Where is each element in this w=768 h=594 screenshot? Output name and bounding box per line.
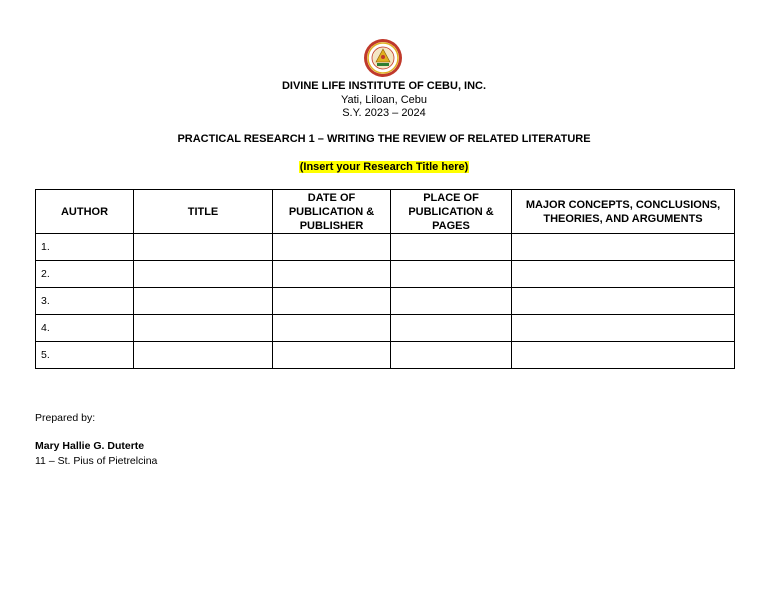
date-publisher-cell[interactable] — [273, 234, 391, 261]
author-cell[interactable]: 3. — [36, 288, 134, 315]
place-pages-cell[interactable] — [391, 234, 512, 261]
place-pages-cell[interactable] — [391, 261, 512, 288]
research-title-placeholder[interactable]: (Insert your Research Title here) — [299, 161, 469, 173]
subject-title: PRACTICAL RESEARCH 1 – WRITING THE REVIEW OF RELATED LITERATURE — [177, 133, 591, 145]
table-row — [36, 234, 735, 261]
column-header-major-concepts: MAJOR CONCEPTS, CONCLUSIONS, THEORIES, AND ARGUMENTS — [512, 190, 735, 234]
major-concepts-cell[interactable] — [512, 234, 735, 261]
major-concepts-cell[interactable] — [512, 342, 735, 369]
school-name: DIVINE LIFE INSTITUTE OF CEBU, INC. — [281, 80, 487, 92]
table-header-row — [36, 190, 735, 234]
column-header-date-publisher: DATE OF PUBLICATION & PUBLISHER — [273, 190, 391, 234]
review-literature-table — [35, 189, 735, 369]
place-pages-cell[interactable] — [391, 342, 512, 369]
title-cell[interactable] — [134, 261, 273, 288]
preparer-name: Mary Hallie G. Duterte — [35, 440, 145, 452]
table-row — [36, 342, 735, 369]
author-cell[interactable]: 2. — [36, 261, 134, 288]
date-publisher-cell[interactable] — [273, 342, 391, 369]
table-row — [36, 261, 735, 288]
title-cell[interactable] — [134, 342, 273, 369]
author-cell[interactable]: 4. — [36, 315, 134, 342]
research-title-line — [0, 161, 768, 174]
school-seal-icon — [363, 38, 403, 78]
major-concepts-cell[interactable] — [512, 288, 735, 315]
preparer-section: 11 – St. Pius of Pietrelcina — [35, 455, 158, 467]
major-concepts-cell[interactable] — [512, 261, 735, 288]
column-header-author: AUTHOR — [36, 190, 134, 234]
author-cell[interactable]: 5. — [36, 342, 134, 369]
major-concepts-cell[interactable] — [512, 315, 735, 342]
date-publisher-cell[interactable] — [273, 261, 391, 288]
school-year: S.Y. 2023 – 2024 — [342, 107, 426, 119]
title-cell[interactable] — [134, 234, 273, 261]
table-row — [36, 288, 735, 315]
table-row — [36, 315, 735, 342]
column-header-title: TITLE — [134, 190, 273, 234]
date-publisher-cell[interactable] — [273, 315, 391, 342]
prepared-by-label: Prepared by: — [35, 412, 96, 424]
column-header-place-pages: PLACE OF PUBLICATION & PAGES — [391, 190, 512, 234]
title-cell[interactable] — [134, 288, 273, 315]
school-address: Yati, Liloan, Cebu — [340, 94, 428, 106]
place-pages-cell[interactable] — [391, 288, 512, 315]
date-publisher-cell[interactable] — [273, 288, 391, 315]
author-cell[interactable]: 1. — [36, 234, 134, 261]
place-pages-cell[interactable] — [391, 315, 512, 342]
title-cell[interactable] — [134, 315, 273, 342]
